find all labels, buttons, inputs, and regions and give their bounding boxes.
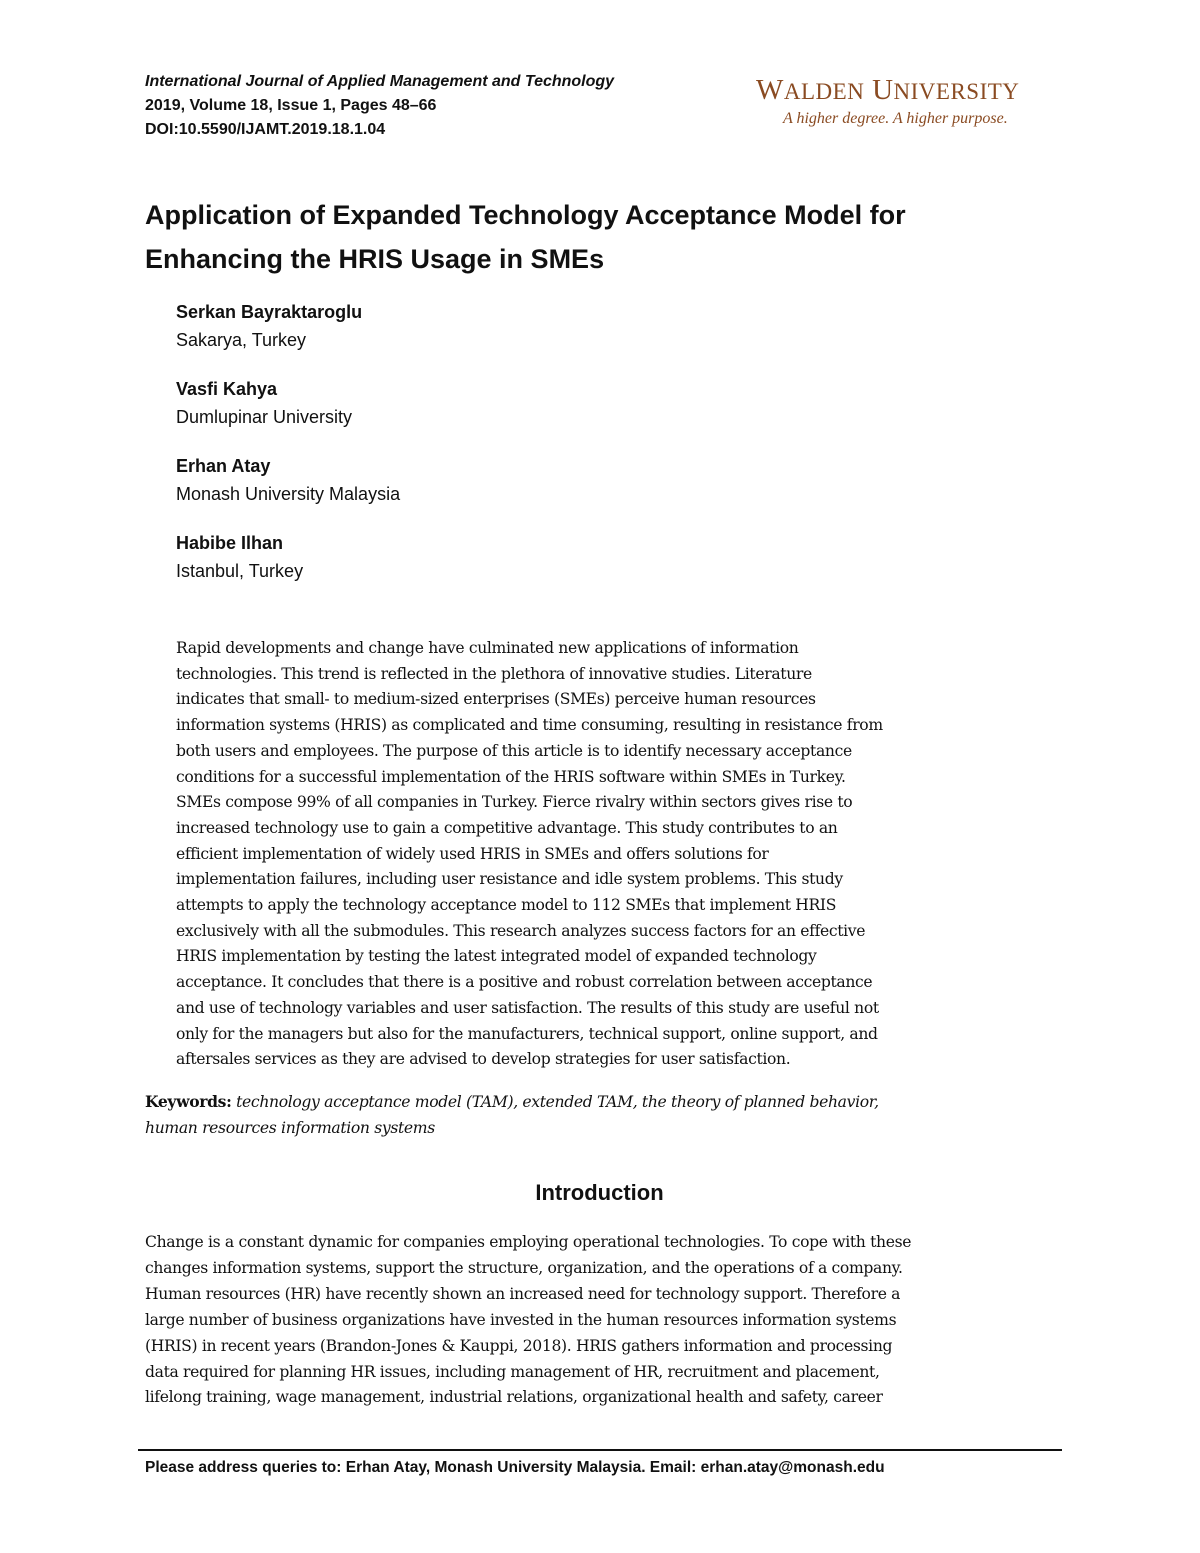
keywords-line bbox=[145, 1089, 1045, 1116]
abstract bbox=[176, 636, 1036, 1073]
article-title bbox=[145, 193, 1045, 281]
logo-tagline: A higher degree. A higher purpose. bbox=[783, 110, 1008, 127]
body-line: large number of business organizations have invested in the human resources information systems bbox=[145, 1310, 897, 1329]
keywords-terms: human resources information systems bbox=[145, 1118, 435, 1137]
abstract-line: aftersales services as they are advised to develop strategies for user satisfaction. bbox=[176, 1050, 791, 1069]
author-affiliation: Sakarya, Turkey bbox=[176, 330, 307, 350]
author-list bbox=[176, 298, 776, 606]
abstract-line: indicates that small- to medium-sized enterprises (SMEs) perceive human resources bbox=[176, 690, 816, 709]
journal-volume: 2019, Volume 18, Issue 1, Pages 48–66 bbox=[145, 97, 437, 114]
abstract-line: only for the managers but also for the manufacturers, technical support, online support, and bbox=[176, 1024, 878, 1043]
abstract-line: both users and employees. The purpose of this article is to identify necessary acceptance bbox=[176, 741, 852, 760]
article-title-line: Enhancing the HRIS Usage in SMEs bbox=[145, 244, 605, 274]
body-line: (HRIS) in recent years (Brandon-Jones & Kauppi, 2018). HRIS gathers information and processing bbox=[145, 1336, 893, 1355]
body-line: Human resources (HR) have recently shown an increased need for technology support. Therefore a bbox=[145, 1284, 901, 1303]
author-block bbox=[176, 529, 776, 606]
walden-university-logo bbox=[756, 73, 1062, 133]
abstract-line: exclusively with all the submodules. This research analyzes success factors for an effective bbox=[176, 921, 866, 940]
body-line: lifelong training, wage management, industrial relations, organizational health and safety, career bbox=[145, 1388, 883, 1407]
journal-header bbox=[145, 70, 614, 142]
footnote-divider bbox=[138, 1449, 1062, 1451]
body-line: data required for planning HR issues, including management of HR, recruitment and placement, bbox=[145, 1362, 880, 1381]
author-block bbox=[176, 298, 776, 375]
body-line: Change is a constant dynamic for companies employing operational technologies. To cope with these bbox=[145, 1233, 912, 1251]
author-affiliation: Monash University Malaysia bbox=[176, 484, 401, 504]
abstract-line: increased technology use to gain a competitive advantage. This study contributes to an bbox=[176, 818, 838, 837]
section-heading-introduction: Introduction bbox=[535, 1180, 664, 1205]
abstract-line: HRIS implementation by testing the latest integrated model of expanded technology bbox=[176, 947, 817, 966]
author-name: Habibe Ilhan bbox=[176, 533, 284, 553]
keywords-label: Keywords: bbox=[145, 1092, 232, 1111]
abstract-line: implementation failures, including user resistance and idle system problems. This study bbox=[176, 870, 843, 889]
author-name: Erhan Atay bbox=[176, 456, 271, 476]
keywords bbox=[145, 1089, 1045, 1141]
abstract-line: efficient implementation of widely used HRIS in SMEs and offers solutions for bbox=[176, 844, 769, 863]
abstract-line: SMEs compose 99% of all companies in Turkey. Fierce rivalry within sectors gives rise to bbox=[176, 793, 853, 812]
author-affiliation: Istanbul, Turkey bbox=[176, 561, 304, 581]
abstract-line: conditions for a successful implementation of the HRIS software within SMEs in Turkey. bbox=[176, 767, 846, 786]
abstract-line: information systems (HRIS) as complicated and time consuming, resulting in resistance from bbox=[176, 716, 883, 735]
logo-word-niversity: NIVERSITY bbox=[893, 79, 1020, 104]
author-name: Serkan Bayraktaroglu bbox=[176, 302, 363, 322]
body-line: changes information systems, support the structure, organization, and the operations of a company. bbox=[145, 1258, 903, 1277]
journal-doi: DOI:10.5590/IJAMT.2019.18.1.04 bbox=[145, 121, 386, 138]
author-affiliation: Dumlupinar University bbox=[176, 407, 353, 427]
abstract-line: acceptance. It concludes that there is a positive and robust correlation between acceptance bbox=[176, 973, 873, 992]
logo-letter-u: U bbox=[872, 74, 894, 106]
abstract-line: technologies. This trend is reflected in the plethora of innovative studies. Literature bbox=[176, 664, 812, 683]
author-block bbox=[176, 452, 776, 529]
article-title-line: Application of Expanded Technology Acceptance Model for bbox=[145, 200, 906, 230]
logo-word-alden: ALDEN bbox=[783, 79, 865, 104]
introduction-body bbox=[145, 1230, 1065, 1411]
author-block bbox=[176, 375, 776, 452]
correspondence-footnote: Please address queries to: Erhan Atay, Monash University Malaysia. Email: erhan.atay@monash.edu bbox=[145, 1459, 885, 1476]
keywords-terms: technology acceptance model (TAM), extended TAM, the theory of planned behavior, bbox=[236, 1093, 879, 1111]
logo-wordmark bbox=[756, 73, 1062, 109]
abstract-line: Rapid developments and change have culminated new applications of information bbox=[176, 639, 799, 657]
author-name: Vasfi Kahya bbox=[176, 379, 278, 399]
logo-letter-w: W bbox=[756, 74, 784, 106]
abstract-line: attempts to apply the technology acceptance model to 112 SMEs that implement HRIS bbox=[176, 896, 837, 915]
journal-name: International Journal of Applied Management and Technology bbox=[145, 73, 615, 90]
abstract-line: and use of technology variables and user satisfaction. The results of this study are useful not bbox=[176, 998, 879, 1017]
